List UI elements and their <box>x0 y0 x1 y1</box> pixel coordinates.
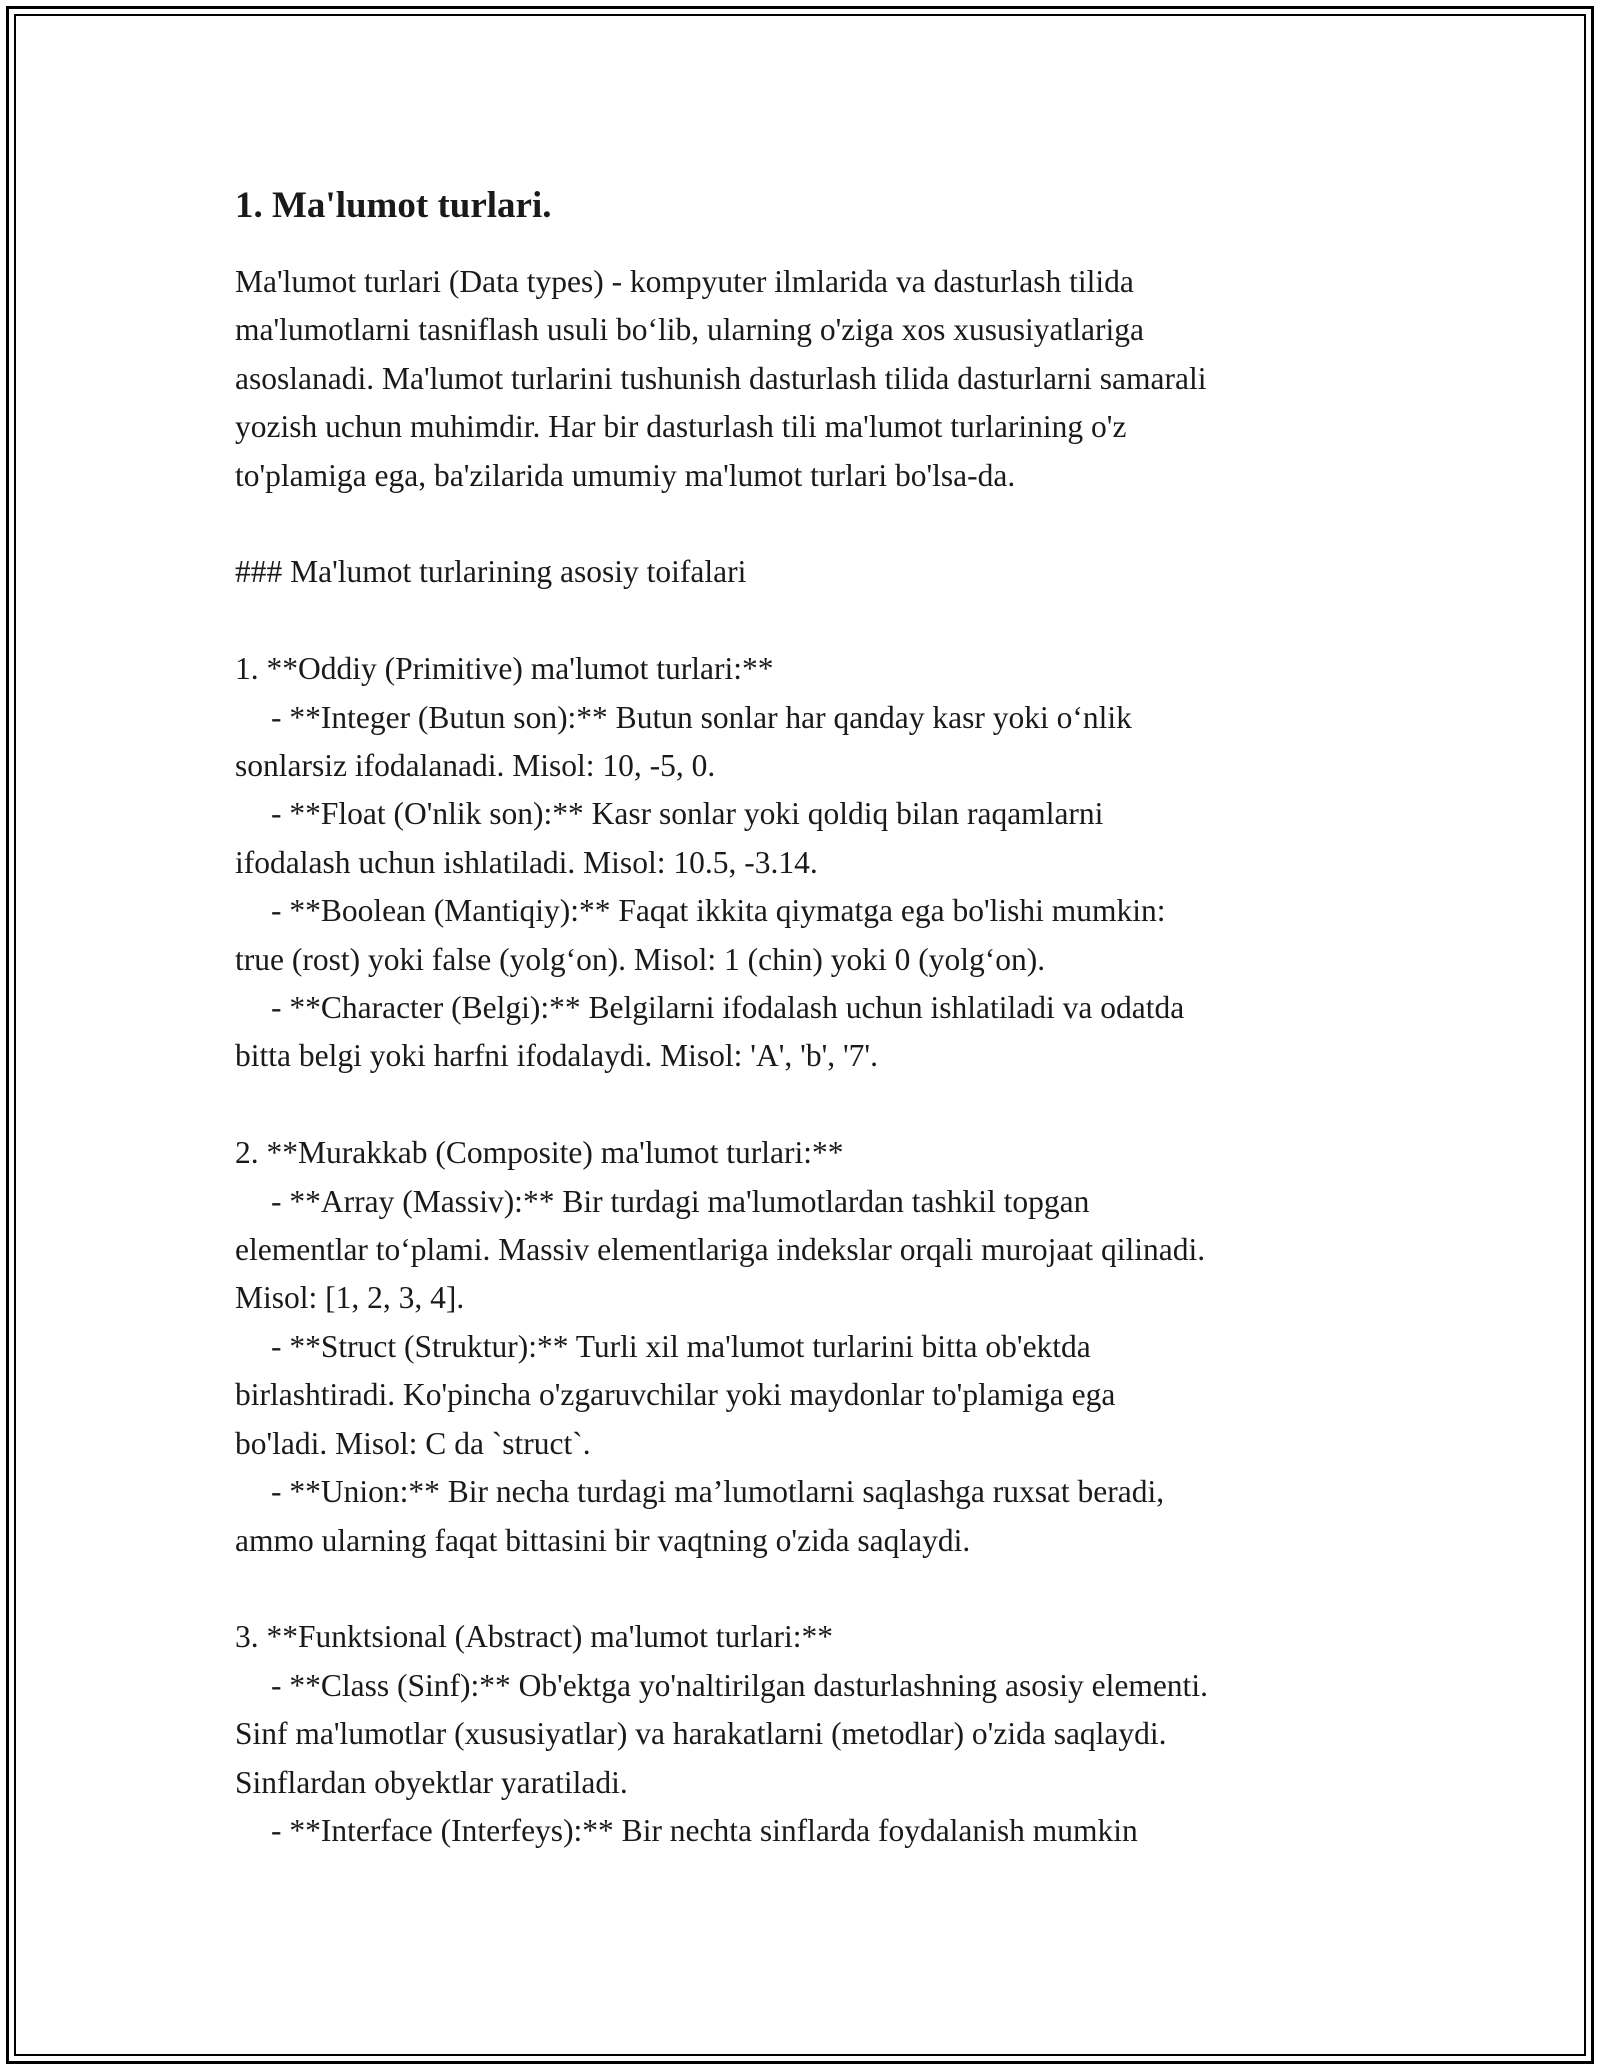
list-item-line: - **Interface (Interfeys):** Bir nechta sinflarda foydalanish mumkin <box>271 1812 1138 1848</box>
list-item-line: bo'ladi. Misol: C da `struct`. <box>235 1425 591 1461</box>
list-item-line: - **Struct (Struktur):** Turli xil ma'lumot turlarini bitta ob'ektda <box>271 1328 1091 1364</box>
list-item-line: ifodalash uchun ishlatiladi. Misol: 10.5, -3.14. <box>235 844 818 880</box>
list-item-line: sonlarsiz ifodalanadi. Misol: 10, -5, 0. <box>235 748 716 784</box>
list-item-line: birlashtiradi. Ko'pincha o'zgaruvchilar yoki maydonlar to'plamiga ega <box>235 1377 1116 1413</box>
list-item-line: - **Array (Massiv):** Bir turdagi ma'lumotlardan tashkil topgan <box>271 1183 1090 1219</box>
section-abstract <box>235 1613 1385 1855</box>
list-item-line: Sinflardan obyektlar yaratiladi. <box>235 1764 628 1800</box>
list-item-line: - **Integer (Butun son):** Butun sonlar har qanday kasr yoki o‘nlik <box>271 699 1132 735</box>
document-title: 1. Ma'lumot turlari. <box>235 185 552 226</box>
intro-paragraph <box>235 258 1385 500</box>
section-primitive <box>235 645 1385 1081</box>
section-heading: 3. **Funktsional (Abstract) ma'lumot turlari:** <box>235 1619 833 1655</box>
document-body <box>235 182 1385 1855</box>
list-item-line: - **Character (Belgi):** Belgilarni ifodalash uchun ishlatiladi va odatda <box>271 990 1185 1026</box>
list-item-line: bitta belgi yoki harfni ifodalaydi. Misol: 'A', 'b', '7'. <box>235 1038 878 1074</box>
list-item-line: Sinf ma'lumotlar (xususiyatlar) va harakatlarni (metodlar) o'zida saqlaydi. <box>235 1716 1167 1752</box>
list-item-line: Misol: [1, 2, 3, 4]. <box>235 1280 465 1316</box>
intro-line: to'plamiga ega, ba'zilarida umumiy ma'lumot turlari bo'lsa-da. <box>235 457 1016 493</box>
section-composite <box>235 1129 1385 1565</box>
section-heading: 1. **Oddiy (Primitive) ma'lumot turlari:** <box>235 651 774 687</box>
list-item-line: - **Union:** Bir necha turdagi ma’lumotlarni saqlashga ruxsat beradi, <box>271 1474 1165 1510</box>
intro-line: Ma'lumot turlari (Data types) - kompyuter ilmlarida va dasturlash tilida <box>235 264 1134 299</box>
list-item-line: - **Class (Sinf):** Ob'ektga yo'naltirilgan dasturlashning asosiy elementi. <box>271 1667 1208 1703</box>
list-item-line: - **Boolean (Mantiqiy):** Faqat ikkita qiymatga ega bo'lishi mumkin: <box>271 893 1166 929</box>
list-item-line: true (rost) yoki false (yolg‘on). Misol: 1 (chin) yoki 0 (yolg‘on). <box>235 941 1046 977</box>
list-item-line: elementlar to‘plami. Massiv elementlariga indekslar orqali murojaat qilinadi. <box>235 1232 1206 1268</box>
intro-line: yozish uchun muhimdir. Har bir dasturlash tili ma'lumot turlarining o'z <box>235 409 1127 445</box>
list-item-line: - **Float (O'nlik son):** Kasr sonlar yoki qoldiq bilan raqamlarni <box>271 796 1104 832</box>
list-item-line: ammo ularning faqat bittasini bir vaqtning o'zida saqlaydi. <box>235 1522 971 1558</box>
section-heading: 2. **Murakkab (Composite) ma'lumot turlari:** <box>235 1135 844 1171</box>
intro-line: asoslanadi. Ma'lumot turlarini tushunish dasturlash tilida dasturlarni samarali <box>235 360 1207 396</box>
subheading: ### Ma'lumot turlarining asosiy toifalari <box>235 554 747 590</box>
intro-line: ma'lumotlarni tasniflash usuli bo‘lib, ularning o'ziga xos xususiyatlariga <box>235 312 1144 348</box>
